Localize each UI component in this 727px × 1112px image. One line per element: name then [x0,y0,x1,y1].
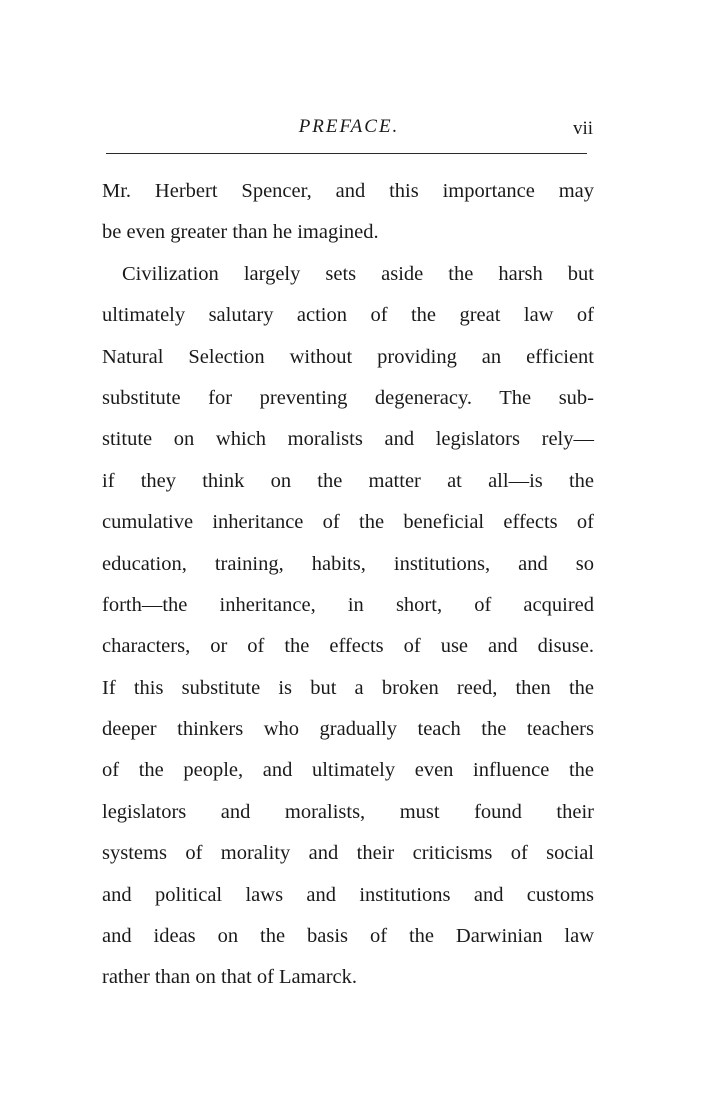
text-line: substitute for preventing degeneracy. The sub- [102,386,594,409]
body-text [102,174,594,1002]
text-line: legislators and moralists, must found their [102,800,594,823]
text-line: Civilization largely sets aside the harsh but [122,262,594,285]
text-line: and political laws and institutions and customs [102,883,594,906]
text-line: Mr. Herbert Spencer, and this importance may [102,180,594,202]
text-line: ultimately salutary action of the great law of [102,304,594,327]
text-line: stitute on which moralists and legislators rely— [102,428,594,451]
text-line: if they think on the matter at all—is the [102,469,594,492]
text-line: and ideas on the basis of the Darwinian law [102,925,594,948]
text-line: rather than on that of Lamarck. [102,966,357,989]
text-line: of the people, and ultimately even influence the [102,759,594,782]
text-line: Natural Selection without providing an efficient [102,345,594,368]
text-line: education, training, habits, institutions, and so [102,552,594,575]
page-header [105,112,593,142]
text-line: systems of morality and their criticisms of social [102,842,594,865]
header-rule [106,153,587,154]
text-line: deeper thinkers who gradually teach the teachers [102,718,594,741]
text-line: cumulative inheritance of the beneficial effects of [102,511,594,534]
text-line: be even greater than he imagined. [102,221,379,244]
text-line: characters, or of the effects of use and disuse. [102,635,594,658]
running-title: PREFACE. [298,116,400,137]
page-number: vii [572,118,593,139]
text-line: If this substitute is but a broken reed, then the [102,676,594,699]
text-line: forth—the inheritance, in short, of acquired [102,593,594,616]
